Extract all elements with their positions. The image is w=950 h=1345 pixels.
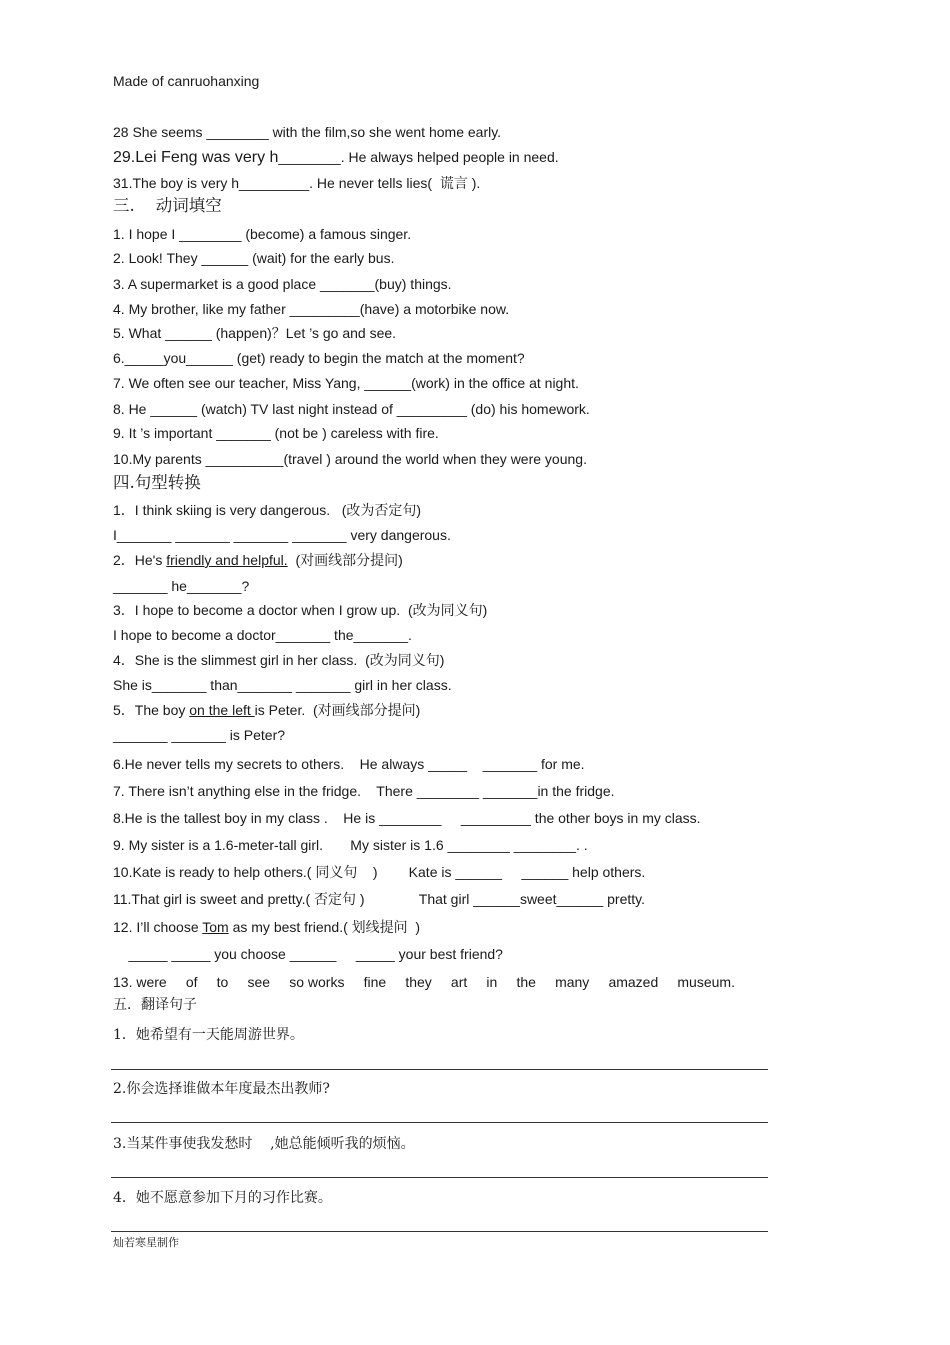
verb-item-6: 6._____you______ (get) ready to begin the match at the moment?: [113, 350, 525, 366]
verb-item-1: 1. I hope I ________ (become) a famous singer.: [113, 226, 412, 242]
translate-item-3: 3.当某件事使我发愁时 ,她总能倾听我的烦恼。: [113, 1136, 415, 1152]
word: the: [516, 974, 536, 990]
exercise-31: 31.The boy is very h_________. He never tells lies( 谎言 ).: [113, 175, 481, 191]
word: museum.: [677, 974, 735, 990]
transform-item-10: 10.Kate is ready to help others.( 同义句 ) Kate is ______ ______ help others.: [113, 864, 646, 880]
answer-line: [111, 1122, 768, 1123]
word-order-item-13: [113, 973, 735, 991]
transform-item-12-answer: _____ _____ you choose ______ _____ your best friend?: [113, 946, 503, 962]
section-3-heading: 三. 动词填空: [113, 196, 222, 215]
page-footer: 灿若寒星制作: [113, 1236, 179, 1249]
underlined-phrase: friendly and helpful.: [166, 552, 288, 568]
transform-item-1: 1．I think skiing is very dangerous. (改为否定句): [113, 502, 422, 518]
transform-item-12: [113, 918, 420, 936]
verb-item-2: 2. Look! They ______ (wait) for the early bus.: [113, 250, 395, 266]
transform-item-2-instruction: (对画线部分提问): [287, 552, 403, 568]
word: to: [216, 974, 229, 990]
translate-item-1: 1．她希望有一天能周游世界。: [113, 1027, 304, 1043]
word: fine: [363, 974, 387, 990]
transform-item-5-answer: _______ _______ is Peter?: [113, 727, 286, 743]
underlined-word: Tom: [202, 919, 229, 935]
transform-item-5-instruction: is Peter. (对画线部分提问): [254, 702, 421, 718]
transform-item-11: 11.That girl is sweet and pretty.( 否定句 ) That girl ______sweet______ pretty.: [113, 891, 645, 907]
exercise-29-stem: 29.Lei Feng was very h: [113, 149, 279, 166]
exercise-29-rest: ________. He always helped people in need.: [278, 149, 559, 165]
transform-item-4: 4．She is the slimmest girl in her class. (改为同义句): [113, 652, 445, 668]
transform-item-4-answer: She is_______ than_______ _______ girl in her class.: [113, 677, 452, 693]
transform-item-7: 7. There isn’t anything else in the fridge. There ________ _______in the fridge.: [113, 783, 615, 799]
underlined-phrase: on the left: [189, 702, 255, 718]
verb-item-9: 9. It ’s important _______ (not be ) careless with fire.: [113, 425, 439, 441]
transform-item-9: 9. My sister is a 1.6-meter-tall girl. My sister is 1.6 ________ ________. .: [113, 837, 588, 853]
answer-line: [111, 1177, 768, 1178]
word: 13. were: [113, 974, 167, 990]
transform-item-2: [113, 551, 403, 569]
exercise-28: 28 She seems ________ with the film,so she went home early.: [113, 124, 502, 140]
verb-item-10: 10.My parents __________(travel ) around the world when they were young.: [113, 451, 587, 467]
page-header: Made of canruohanxing: [113, 73, 260, 89]
exercise-29: [113, 148, 559, 167]
answer-line: [111, 1231, 768, 1232]
word: so works: [289, 974, 345, 990]
transform-item-2-stem: 2．He's: [113, 552, 167, 568]
transform-item-6: 6.He never tells my secrets to others. He always _____ _______ for me.: [113, 756, 585, 772]
transform-item-8: 8.He is the tallest boy in my class . He is ________ _________ the other boys in my class.: [113, 810, 701, 826]
verb-item-4: 4. My brother, like my father _________(have) a motorbike now.: [113, 301, 510, 317]
transform-item-3: 3．I hope to become a doctor when I grow up. (改为同义句): [113, 602, 488, 618]
translate-item-2: 2.你会选择谁做本年度最杰出教师?: [113, 1081, 330, 1097]
translate-item-4: 4．她不愿意参加下月的习作比赛。: [113, 1190, 332, 1206]
transform-item-3-answer: I hope to become a doctor_______ the_______.: [113, 627, 412, 643]
transform-item-1-answer: I_______ _______ _______ _______ very dangerous.: [113, 527, 451, 543]
word: they: [405, 974, 432, 990]
verb-item-5: 5. What ______ (happen)？Let ’s go and see.: [113, 325, 397, 341]
verb-item-8: 8. He ______ (watch) TV last night instead of _________ (do) his homework.: [113, 401, 590, 417]
transform-item-12-stem: 12. I’ll choose: [113, 919, 203, 935]
word: of: [185, 974, 198, 990]
word: many: [555, 974, 590, 990]
word: amazed: [608, 974, 659, 990]
transform-item-5: [113, 701, 420, 719]
transform-item-12-instruction: as my best friend.( 划线提问 ): [228, 919, 421, 935]
transform-item-5-stem: 5．The boy: [113, 702, 190, 718]
transform-item-2-answer: _______ he_______?: [113, 578, 250, 594]
word: in: [486, 974, 498, 990]
word: see: [247, 974, 271, 990]
section-4-heading: 四.句型转换: [113, 473, 201, 492]
word: art: [450, 974, 468, 990]
verb-item-3: 3. A supermarket is a good place _______(buy) things.: [113, 276, 452, 292]
answer-line: [111, 1069, 768, 1070]
verb-item-7: 7. We often see our teacher, Miss Yang, ______(work) in the office at night.: [113, 375, 579, 391]
section-5-heading: 五．翻译句子: [113, 997, 197, 1013]
